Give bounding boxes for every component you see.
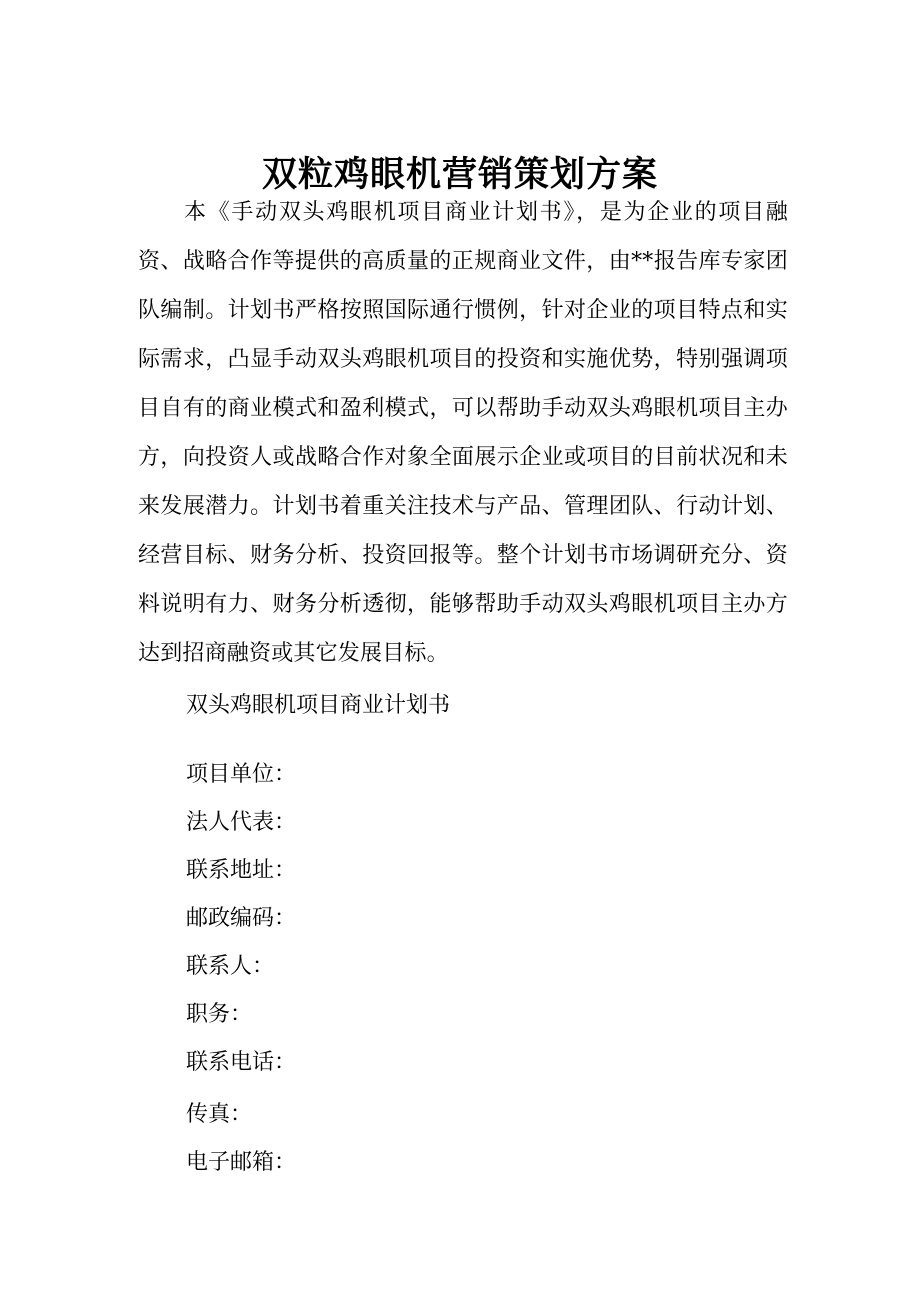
field-postal-code: 邮政编码： <box>186 906 297 931</box>
contact-fields-list <box>186 755 296 1191</box>
field-legal-representative: 法人代表： <box>186 810 297 835</box>
field-position: 职务： <box>186 1002 253 1027</box>
document-title: 双粒鸡眼机营销策划方案 <box>261 155 658 196</box>
field-project-unit: 项目单位： <box>186 762 297 787</box>
field-contact-address: 联系地址： <box>186 858 297 883</box>
field-email: 电子邮箱： <box>186 1150 297 1175</box>
intro-paragraph: 本《手动双头鸡眼机项目商业计划书》，是为企业的项目融资、战略合作等提供的高质量的正规商业文件，由**报告库专家团队编制。计划书严格按照国际通行惯例，针对企业的项目特点和实际需求，凸显手动双头鸡眼机项目的投资和实施优势，特别强调项目自有的商业模式和盈利模式，可以帮助手动双头鸡眼机项目主办方，向投资人或战略合作对象全面展示企业或项目的目前状况和未来发展潜力。计划书着重关注技术与产品、管理团队、行动计划、经营目标、财务分析、投资回报等。整个计划书市场调研充分、资料说明有力、财务分析透彻，能够帮助手动双头鸡眼机项目主办方达到招商融资或其它发展目标。 <box>138 200 788 666</box>
field-fax: 传真： <box>186 1102 253 1127</box>
field-phone: 联系电话： <box>186 1050 297 1075</box>
field-contact-person: 联系人： <box>186 954 275 979</box>
plan-title: 双头鸡眼机项目商业计划书 <box>186 693 451 718</box>
